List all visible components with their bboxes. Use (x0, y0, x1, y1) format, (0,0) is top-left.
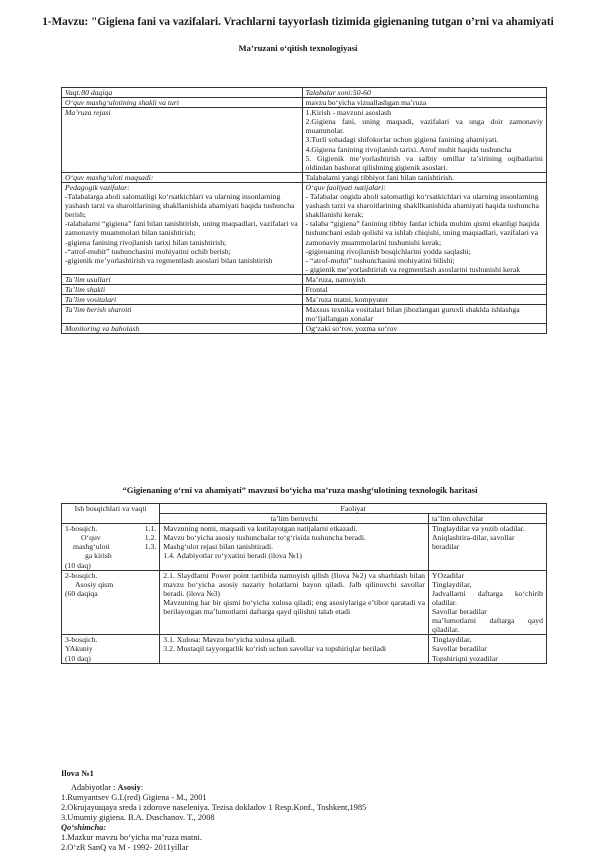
stage-text: ga kirish (85, 551, 112, 561)
table-header-row (62, 504, 547, 514)
row-value: Ma’ruza, namoyish (302, 274, 546, 284)
stage-text: YAkuniy (65, 644, 93, 654)
table-row (62, 274, 547, 284)
teacher-step: 3.1. Xulosa: Mavzu bo‘yicha xulosa qiladi. (163, 635, 297, 645)
extra-literature-heading: Qo‘shimcha: (61, 823, 107, 832)
list-item: -gigiena fanining rivojlanish tarixi bilan tanishtirish; (65, 237, 227, 247)
row-value: mavzu bo‘yicha vizuallashgan ma’ruza (302, 98, 546, 108)
appendix-section (61, 769, 366, 853)
student-step: Tinglaydilar va yozib oladilar. (432, 524, 525, 534)
list-item: -Talabalarga aholi salomatligi ko‘rsatkichlari va ularning insonlarning yashash tarzi va sharoitlarining shakllanishida ahamiyati haqida tushuncha berish; (65, 192, 295, 220)
plan-item: 2.Gigiena fani, uning maqsadi, vazifalari va unga doir zamonaviy muammolar. (305, 117, 543, 136)
list-item: - Talabalar ongida aholi salomatligi ko‘rsatkichlari va ularning insonlarning yashash tarzi va sharoitlarining shakllkanishida ahamiyati haqida tushuncha shakllanishi kerak; (305, 192, 539, 220)
student-cell (429, 524, 547, 570)
technology-map-heading: “Gigienaning o‘rni va ahamiyati” mavzusi bo‘yicha ma’ruza mashg‘ulotining texnologik haritasi (122, 485, 478, 495)
student-header: ta’lim oluvchilar (429, 514, 547, 524)
row-label: Ta’lim usullari (62, 274, 303, 284)
student-cell (429, 570, 547, 635)
list-item: - gigienik me’yorlashtirish va regmentlash asoslarini tushunishi kerak (305, 264, 521, 274)
row-value: Og‘zaki so‘rov, yozma so‘rov (302, 324, 546, 334)
teacher-step: Mavzuning har bir qismi bo‘yicha xulosa qiladi; eng asosiylariga e’tibor qaratadi va berilayotgan ma’lumotlarni daftarga qayd qilishni talab etadi (163, 597, 425, 617)
literature-main-label: Asosiy (117, 783, 141, 792)
row-label: O‘quv mashg‘ulotining shakli va turi (62, 98, 303, 108)
stage-cell (62, 635, 160, 663)
teacher-step: Mavzu bo‘yicha asosiy tushunchalar to‘g‘risida tushuncha beradi. (163, 533, 366, 543)
stage-title: 3-bosqich. (65, 635, 98, 645)
row-label: Monitoring va baholash (62, 324, 303, 334)
stage-cell (62, 570, 160, 635)
table-row (62, 98, 547, 108)
step-number: 1.2. (144, 533, 157, 543)
stage-header: Ish bosqichlari va vaqti (62, 504, 160, 524)
table-row (62, 324, 547, 334)
cell-heading: Pedagogik vazifalar: (65, 182, 130, 192)
plan-item: 3.Turli sohadagi shifokorlar uchun gigiena fanining ahamiyati. (305, 135, 499, 145)
stage-time: (60 daqiqa (65, 588, 98, 598)
stage-cell (62, 524, 160, 570)
student-step: YOzadilar (432, 570, 465, 580)
list-item: -gigienaning rivojlanish bosqichlarini yodda saqlashi; (305, 246, 471, 256)
row-value: Maxsus texnika vositalari bilan jihozlangan guruxli shaklda ishlashga mo‘ljallangan xonalar (302, 305, 546, 324)
table-row (62, 635, 547, 663)
step-number: 1.1. (144, 524, 157, 534)
activity-header: Faoliyat (160, 504, 547, 514)
student-step: Savollar beradilar (432, 607, 487, 617)
stage-line (65, 524, 156, 533)
student-step: Jadvallarni daftarga ko‘chirib oladilar. (432, 588, 543, 607)
literature-colon: : (140, 783, 144, 792)
row-label: Ta’lim berish sharoiti (62, 305, 303, 324)
table-row (62, 182, 547, 274)
row-label: O‘quv mashg‘uloti maqsadi: (62, 172, 303, 182)
list-item: - talaba “gigiena” fanining tibbiy fanlar ichida muhim qismi ekanligi haqida tushunchani eslab qolishi va ishlab chiqishi, uning maqsadlari, vazifalari va zamonaviy muammolarini tushunishi kerak; (305, 219, 540, 247)
stage-title: 2-bosqich. (65, 570, 98, 580)
teacher-step: 3.2. Mustaqil tayyorgarlik ko‘rish uchun savollar va topshiriqlar beriladi (163, 644, 387, 654)
student-step: Aniqlashtira-dilar, savollar beradilar (432, 533, 515, 552)
table-row (62, 172, 547, 182)
plan-item: 1.Kirish - mavzuni asoslash (305, 108, 391, 118)
teacher-cell (160, 570, 429, 635)
learning-outcomes-cell (302, 182, 546, 274)
table-row (62, 295, 547, 305)
page-subtitle: Ma’ruzani o‘qitish texnologiyasi (238, 43, 358, 53)
table-row (62, 524, 547, 570)
literature-heading (61, 783, 366, 793)
literature-label: Adabiyotlar : (71, 783, 118, 792)
reference-item: 2.Okrujayuщaya sreda i zdorove naseleniya. Tezisa dokladov 1 Resp.Konf., Toshkent,1985 (61, 803, 367, 812)
row-value: Frontal (302, 284, 546, 294)
plan-item: 5. Gigienik me’yorlashtirish va salbiy omillar ta’sirining oqibatlarini oldindan bashorat qilishning gigienik asoslari. (305, 153, 543, 172)
teacher-step: 2.1. Slaydlarni Power point tartibida namoyish qilish (Ilova №2) va sharhlash bilan mavzu bo‘yicha asosiy nazariy holatlarni bayon qiladi. Jalb qilinuvchi savollar beradi. (ilova №3) (163, 570, 425, 598)
list-item: -“atrof-muhit” tushunchasini mohiyatini ochib berish; (65, 246, 231, 256)
stage-text: mashg‘uloti (73, 542, 110, 552)
list-item: - “atrof-muhit” tushunchasini mohiyatini bilishi; (305, 255, 455, 265)
student-step: ma’lumotlarni daftarga qayd qiladilar. (432, 616, 543, 635)
stage-time: (10 daq) (65, 560, 91, 570)
time-cell: Vaqt:80 daqiqa (62, 88, 303, 98)
cell-heading: O‘quv faoliyati natijalari: (305, 182, 386, 192)
page-title: 1-Mavzu: "Gigiena fani va vazifalari. Vrachlarni tayyorlash tizimida gigienaning tutgan o’rni va ahamiyati (42, 16, 554, 28)
plan-item: 4.Gigiena fanining rivojlanish tarixi. Atrof muhit haqida tushuncha (305, 144, 512, 154)
student-step: Tinglaydilar, (432, 635, 472, 645)
reference-item: 2.O‘zR SanQ va M - 1992- 2011yillar (61, 843, 189, 852)
list-item: -talabalarni “gigiena” fani bilan tanishtirish, uning maqsadlari, vazifalari va zamonaviy muammolari bilan tanishtirish; (65, 219, 298, 238)
teacher-step: 1.4. Adabiyotlar ro‘yxatini beradi (ilova №1) (163, 551, 302, 561)
lecture-plan-cell (302, 108, 546, 173)
reference-item: 3.Umumiy gigiena. B.A. Duschanov. T., 2008 (61, 813, 215, 822)
step-number: 1.3. (144, 542, 157, 552)
stage-time: (10 daq) (65, 653, 91, 663)
stage-title: 1-bosqich. (65, 524, 98, 534)
reference-item: 1.Rumyantsev G.I.(red) Gigiena - M., 2001 (61, 793, 207, 802)
students-count-cell: Talabalar soni:50-60 (302, 88, 546, 98)
teacher-header: ta’lim beruvchi (160, 514, 429, 524)
list-item: -gigienik me’yorlashtirish va regmentlash asoslari bilan tanishtirish (65, 255, 273, 265)
row-value: Talabalarni yangi tibbiyot fani bilan tanishtirish. (302, 172, 546, 182)
technology-map-table (61, 503, 547, 664)
stage-line (65, 533, 156, 542)
reference-item: 1.Mazkur mavzu bo‘yicha ma’ruza matni. (61, 833, 202, 842)
stage-line (65, 542, 156, 551)
student-step: Tinglaydilar, (432, 579, 472, 589)
teacher-cell (160, 635, 429, 663)
teacher-step: Mavzuning nomi, maqsadi va kutilayotgan natijalarni etkazadi. (163, 524, 358, 534)
stage-text: O‘quv (81, 533, 101, 543)
row-value: Ma’ruza matni, kompyuter (302, 295, 546, 305)
student-cell (429, 635, 547, 663)
lesson-technology-table (61, 87, 547, 334)
student-step: Topshiriqni yozadilar (432, 653, 498, 663)
row-label: Ta’lim shakli (62, 284, 303, 294)
teacher-step: Mashg‘ulot rejasi bilan tanishtiradi. (163, 542, 274, 552)
stage-text: Asosiy qism (75, 579, 114, 589)
table-row (62, 88, 547, 98)
row-label: Ta’lim vositalari (62, 295, 303, 305)
student-step: Savollar beradilar (432, 644, 487, 654)
table-row (62, 305, 547, 324)
table-row (62, 108, 547, 173)
pedagogical-tasks-cell (62, 182, 303, 274)
table-row (62, 284, 547, 294)
teacher-cell (160, 524, 429, 570)
appendix-title: Ilova №1 (61, 769, 94, 778)
table-row (62, 570, 547, 635)
row-label: Ma’ruza rejasi (62, 108, 303, 173)
